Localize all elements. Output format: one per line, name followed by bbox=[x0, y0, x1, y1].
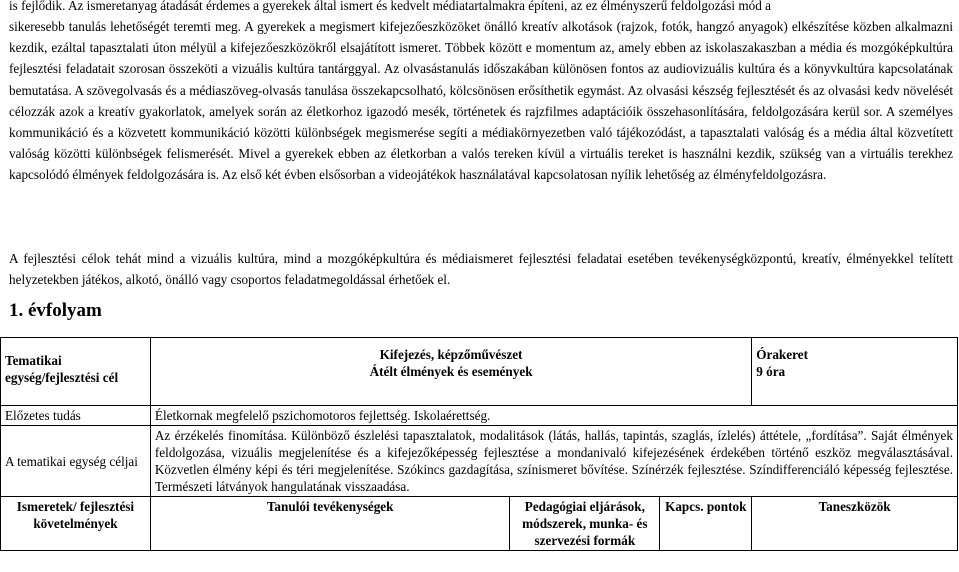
table-header-row bbox=[1, 338, 958, 406]
connection-points-header: Kapcs. pontok bbox=[660, 497, 752, 551]
hours-cell bbox=[752, 338, 958, 406]
thematic-unit-title bbox=[150, 338, 751, 406]
unit-goals-row bbox=[1, 426, 958, 497]
unit-goals-value: Az érzékelés finomítása. Különböző észlelési tapasztalatok, modalitások (látás, hallás, tapintás, szaglás, ízlelés) áttétele, „fordítása”. Saját élmények feldolgozása, vizuális megjelenítése és a kifejezőképesség fejlesztése a mondanivaló kifejezésének érdekében történő eszköz megválasztásával. Közvetlen élmény képi és téri megjelenítése. Szókincs gazdagítása, színismeret bővítése. Színérzék fejlesztése. Színdifferenciáló képesség fejlesztése. Természeti látványok hangulatának visszaadása. bbox=[150, 426, 957, 497]
intro-first-line: is fejlődik. Az ismeretanyag átadását érdemes a gyerekek által ismert és kedvelt médiatartalmakra építeni, az ez élményszerű feldolgozási mód a bbox=[9, 0, 771, 13]
grade-heading: 1. évfolyam bbox=[9, 300, 102, 321]
pedagogical-methods-header: Pedagógiai eljárások, módszerek, munka- és szervezési formák bbox=[510, 497, 660, 551]
thematic-unit-label: Tematikai egység/fejlesztési cél bbox=[1, 338, 151, 406]
teaching-tools-header: Taneszközök bbox=[752, 497, 958, 551]
unit-title-line1: Kifejezés, képzőművészet bbox=[379, 347, 523, 362]
curriculum-table bbox=[0, 337, 958, 551]
knowledge-requirements-header: Ismeretek/ fejlesztési követelmények bbox=[1, 497, 151, 551]
prior-knowledge-value: Életkornak megfelelő pszichomotoros fejlettség. Iskolaérettség. bbox=[150, 406, 957, 426]
intro-paragraph-1: sikeresebb tanulás lehetőségét teremti meg. A gyerekek a megismert kifejezőeszközöket önálló kreatív alkotások (rajzok, fotók, hangzó anyagok) elkészítése közben alkalmazni kezdik, ezáltal tapasztalati úton mélyül a kifejezőeszközökről elsajátított ismeret. Többek között e momentum az, amely ebben az iskolaszakaszban a média és mozgóképkultúra fejlesztési feladatait szorosan összeköti a vizuális kultúra tantárggyal. Az olvasástanulás időszakában különösen fontos az audiovizuális kultúra és a könyvkultúra kapcsolatának bemutatása. A szövegolvasás és a médiaszöveg-olvasás tanulása összekapcsolható, kölcsönösen erősíthetik egymást. Az olvasási készség fejlesztését és az olvasási kedv növelését célozzák azok a kreatív gyakorlatok, amelyek során az életkorhoz igazodó mesék, történetek és rajzfilmes adaptációik összehasonlítására, feldolgozására kerül sor. A személyes kommunikáció és a közvetett kommunikáció közötti különbségek megismerése segíti a médiakörnyezetben való tájékozódást, a tapasztalati valóság és a média által közvetített valóság közötti különbségek felismerését. Mivel a gyerekek ebben az életkorban a valós tereken kívül a virtuális tereket is használni kezdik, szükség van a virtuális terekhez kapcsolódó élmények feldolgozására is. Az első két évben elsősorban a videojátékok használatával kapcsolatosan nyílik lehetőség az élményfeldolgozásra. bbox=[9, 19, 953, 183]
columns-header-row bbox=[1, 497, 958, 551]
hours-value: 9 óra bbox=[756, 364, 786, 379]
hours-label: Órakeret bbox=[756, 347, 808, 362]
unit-title-line2: Átélt élmények és események bbox=[369, 364, 533, 379]
intro-paragraph-2: A fejlesztési célok tehát mind a vizuális kultúra, mind a mozgóképkultúra és médiaismeret fejlesztési feladatai esetében tevékenységközpontú, kreatív, élményekkel telített helyzetekben játékos, alkotó, önálló vagy csoportos feladatmegoldással érhetőek el. bbox=[9, 251, 953, 288]
student-activities-header: Tanulói tevékenységek bbox=[150, 497, 510, 551]
unit-goals-label: A tematikai egység céljai bbox=[1, 426, 151, 497]
prior-knowledge-label: Előzetes tudás bbox=[1, 406, 151, 426]
prior-knowledge-row bbox=[1, 406, 958, 426]
